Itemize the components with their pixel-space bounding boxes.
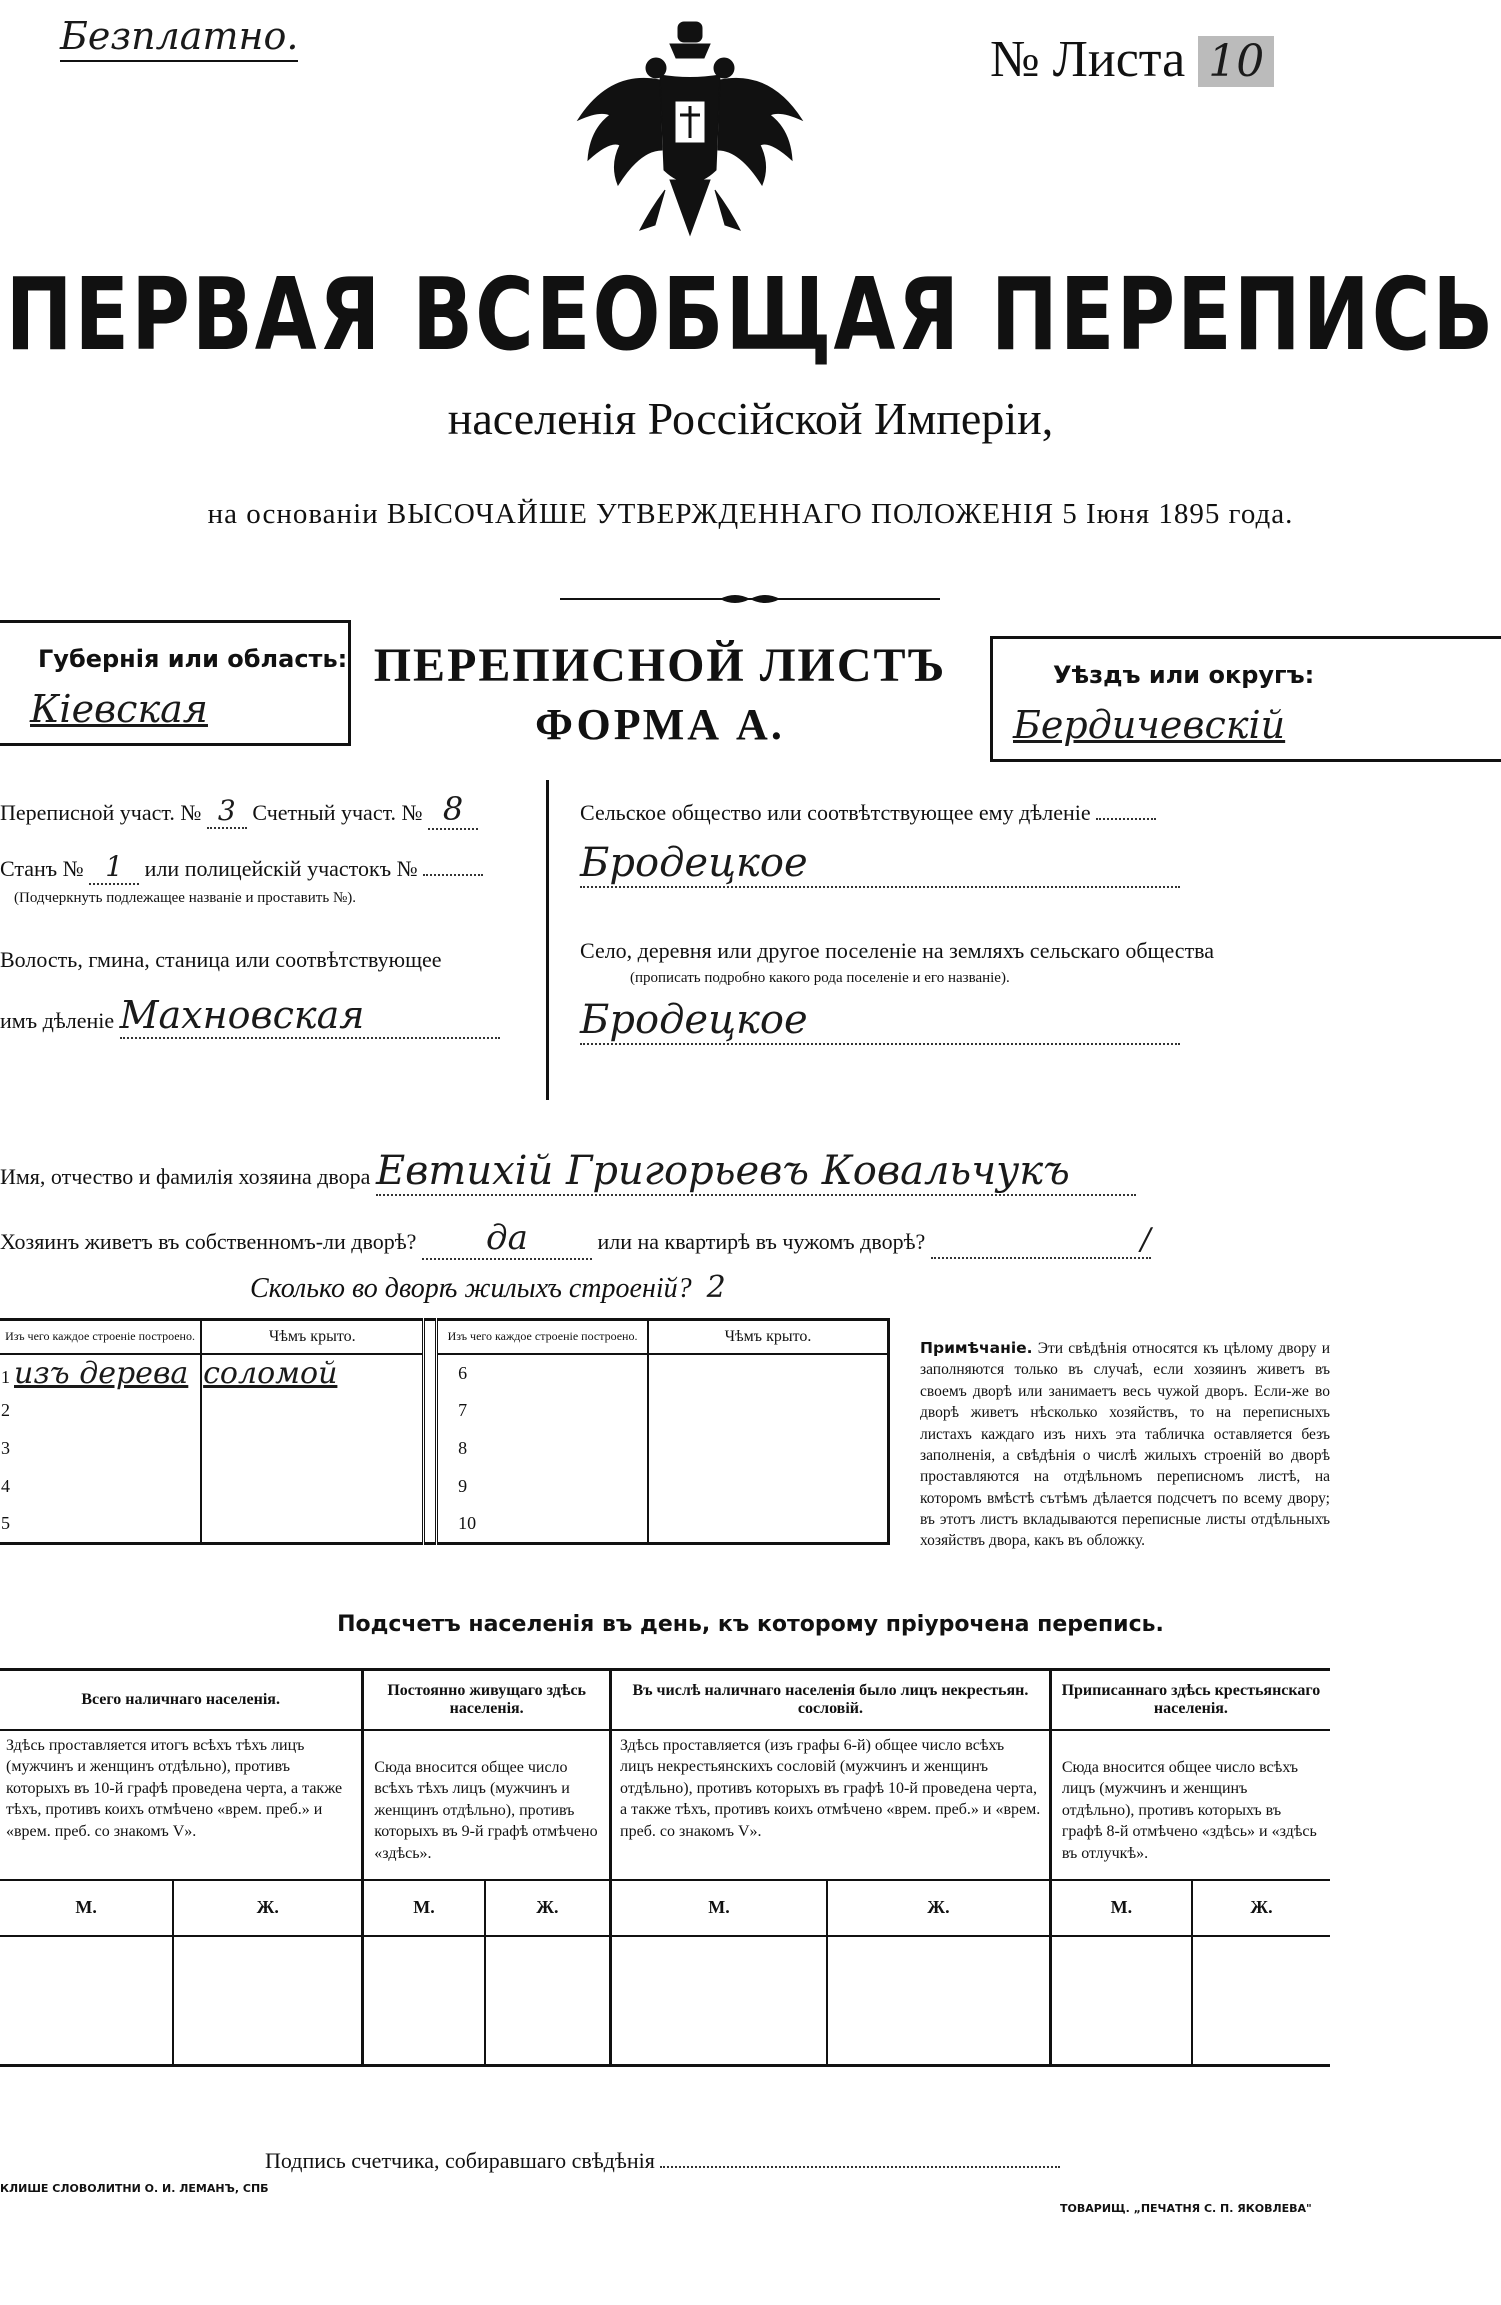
count-zh-2: Ж. xyxy=(485,1880,611,1936)
society-dots xyxy=(1096,818,1156,820)
fields-divider xyxy=(546,780,549,1100)
row2-number: 2 xyxy=(0,1392,201,1430)
count-m-2: М. xyxy=(363,1880,485,1936)
table-row xyxy=(0,1392,889,1430)
volost-label-2: имъ дѣленіе xyxy=(0,1008,115,1033)
ornament-divider xyxy=(560,592,940,604)
count-m-1: М. xyxy=(0,1880,173,1936)
page-title: ПЕРВАЯ ВСЕОБЩАЯ ПЕРЕПИСЬ xyxy=(5,256,1496,373)
count-grid xyxy=(0,1668,1330,2067)
count-col3-head: Въ числѣ наличнаго населенія было лицъ некрестьян. сословій. xyxy=(611,1670,1051,1730)
count-col2-head: Постоянно живущаго здѣсь населенія. xyxy=(363,1670,611,1730)
police-label: или полицейскій участокъ № xyxy=(144,856,418,881)
selo-value: Бродецкое xyxy=(580,997,1180,1045)
form-title: ПЕРЕПИСНОЙ ЛИСТЪ xyxy=(373,639,947,692)
buildings-row xyxy=(250,1270,726,1305)
title-basis: на основаніи ВЫСОЧАЙШЕ УТВЕРЖДЕННАГО ПОЛОЖЕНІЯ 5 Іюня 1895 года. xyxy=(207,498,1294,530)
owner-own-row xyxy=(0,1218,1340,1260)
count-values-row xyxy=(0,1936,1330,2066)
selo-label: Село, деревня или другое поселеніе на земляхъ сельскаго общества xyxy=(580,938,1215,963)
stan-label: Станъ № xyxy=(0,856,84,881)
row10-number: 10 xyxy=(437,1506,648,1544)
owner-name-row xyxy=(0,1148,1340,1196)
owner-rent-label: или на квартирѣ въ чужомъ дворѣ? xyxy=(597,1229,926,1254)
buildings-table xyxy=(0,1318,890,1545)
buildings-label: Сколько во дворѣ жилыхъ строеній? xyxy=(250,1273,692,1304)
form-subtitle: ФОРМА А. xyxy=(535,700,785,749)
count-m-4: М. xyxy=(1050,1880,1192,1936)
row3-number: 3 xyxy=(0,1430,201,1468)
count-zh-1: Ж. xyxy=(173,1880,363,1936)
sheet-number-value: 10 xyxy=(1198,36,1274,87)
signature-label: Подпись счетчика, собиравшаго свѣдѣнія xyxy=(265,2148,655,2173)
row8-number: 8 xyxy=(437,1430,648,1468)
underline-note: (Подчеркнуть подлежащее названіе и проставить №). xyxy=(14,890,356,906)
table-row: 1 изъ дерева соломой 6 xyxy=(0,1354,889,1392)
note-head: Примѣчаніе. xyxy=(920,1339,1033,1357)
count-zh-3: Ж. xyxy=(827,1880,1050,1936)
uezd-box xyxy=(990,636,1501,762)
right-fields xyxy=(580,800,1480,1045)
row6-number: 6 xyxy=(437,1354,648,1392)
count-col4-head: Приписаннаго здѣсь крестьянскаго населенія. xyxy=(1050,1670,1330,1730)
gubernia-label: Губернія или область: xyxy=(38,645,348,673)
col-roof-right: Чѣмъ крыто. xyxy=(648,1320,889,1354)
owner-name-value: Евтихій Григорьевъ Ковальчукъ xyxy=(376,1148,1136,1196)
volost-label: Волость, гмина, станица или соотвѣтствующее xyxy=(0,947,442,972)
signature-row xyxy=(265,2148,1060,2174)
society-label: Сельское общество или соотвѣтствующее ему дѣленіе xyxy=(580,800,1091,825)
owner-rent-value: / xyxy=(931,1222,1151,1259)
count-col2-desc: Сюда вносится общее число всѣхъ тѣхъ лицъ (мужчинъ и женщинъ отдѣльно), противъ которыхъ въ 9-й графѣ отмѣчено «здѣсь». xyxy=(363,1730,611,1880)
row7-number: 7 xyxy=(437,1392,648,1430)
stan-value: 1 xyxy=(89,850,139,885)
page-subtitle: населенія Россійской Имперіи, xyxy=(447,393,1054,444)
table-row xyxy=(0,1430,889,1468)
count-zh-4: Ж. xyxy=(1192,1880,1330,1936)
imperial-eagle-emblem xyxy=(570,20,810,250)
police-value xyxy=(423,874,483,876)
count-col1-desc: Здѣсь проставляется итогъ всѣхъ тѣхъ лицъ (мужчинъ и женщинъ отдѣльно), противъ которыхъ въ 10-й графѣ проведена черта, а также тѣхъ, противъ коихъ отмѣчено «врем. преб.» и «врем. преб. со знакомъ V». xyxy=(0,1730,363,1880)
count-title: Подсчетъ населенія въ день, къ которому пріурочена перепись. xyxy=(337,1612,1164,1637)
count-table xyxy=(0,1668,1330,2067)
uezd-label: Уѣздъ или округъ: xyxy=(1053,661,1315,689)
schetny-value: 8 xyxy=(428,790,478,830)
row9-number: 9 xyxy=(437,1468,648,1506)
count-m-3: М. xyxy=(611,1880,827,1936)
uchast-label: Переписной участ. № xyxy=(0,800,202,825)
uezd-value: Бердичевскій xyxy=(1013,703,1286,747)
note-block xyxy=(920,1338,1330,1552)
sheet-number-label: № Листа xyxy=(990,31,1186,88)
row1-material: изъ дерева xyxy=(14,1355,189,1391)
owner-name-label: Имя, отчество и фамилія хозяина двора xyxy=(0,1164,371,1189)
society-value: Бродецкое xyxy=(580,840,1180,888)
row1-roof: соломой xyxy=(203,1355,338,1391)
sheet-number xyxy=(990,30,1274,89)
col-material-right: Изъ чего каждое строеніе построено. xyxy=(437,1320,648,1354)
col-material-left: Изъ чего каждое строеніе построено. xyxy=(0,1320,201,1354)
count-col1-head: Всего наличнаго населенія. xyxy=(0,1670,363,1730)
selo-note: (прописать подробно какого рода поселеніе и его названіе). xyxy=(630,970,1010,986)
col-roof-left: Чѣмъ крыто. xyxy=(201,1320,424,1354)
gubernia-value: Кіевская xyxy=(30,687,208,731)
table-row xyxy=(0,1468,889,1506)
owner-own-label: Хозяинъ живетъ въ собственномъ-ли дворѣ? xyxy=(0,1229,417,1254)
buildings-value: 2 xyxy=(706,1270,726,1305)
schetny-label: Счетный участ. № xyxy=(252,800,423,825)
owner-own-value: да xyxy=(422,1218,592,1260)
signature-field xyxy=(660,2166,1060,2168)
buildings-grid xyxy=(0,1318,890,1545)
left-fields xyxy=(0,790,540,1039)
free-label: Безплатно. xyxy=(60,14,298,62)
row5-number: 5 xyxy=(0,1506,201,1544)
footer-left: КЛИШЕ СЛОВОЛИТНИ О. И. ЛЕМАНЪ, СПБ xyxy=(0,2182,269,2195)
count-col4-desc: Сюда вносится общее число всѣхъ лицъ (мужчинъ и женщинъ отдѣльно), противъ которыхъ въ графѣ 8-й отмѣчено «здѣсь» и «здѣсь въ отлучкѣ». xyxy=(1050,1730,1330,1880)
row4-number: 4 xyxy=(0,1468,201,1506)
uchast-value: 3 xyxy=(207,794,247,829)
volost-value: Махновская xyxy=(120,993,500,1039)
form-title-block xyxy=(360,638,960,750)
table-row xyxy=(0,1506,889,1544)
gubernia-box xyxy=(0,620,351,746)
count-col3-desc: Здѣсь проставляется (изъ графы 6-й) общее число всѣхъ лицъ некрестьянскихъ сословій (мужчинъ и женщинъ отдѣльно), противъ которыхъ въ графѣ 10-й проведена черта, а также тѣхъ, противъ коихъ отмѣчено «врем. преб.» и «врем. преб. со знакомъ V». xyxy=(611,1730,1051,1880)
note-text: Эти свѣдѣнія относятся къ цѣлому двору и заполняются только въ случаѣ, если хозяинъ живетъ въ своемъ дворѣ или занимаетъ весь чужой дворъ. Если-же во дворѣ живетъ нѣсколько хозяйствъ, то на переписныхъ листахъ каждаго изъ нихъ эта табличка оставляется безъ заполненія, а свѣдѣнія о числѣ жилыхъ строеній во дворѣ проставляются на отдѣльномъ переписномъ листѣ, на которомъ вмѣстѣ сътѣмъ дѣлается подсчетъ по всему двору; въ этотъ листъ вкладываются переписные листы отдѣльныхъ хозяйствъ двора, какъ въ обложку. xyxy=(920,1340,1331,1550)
footer-right: ТОВАРИЩ. „ПЕЧАТНЯ С. П. ЯКОВЛЕВА" xyxy=(1060,2202,1312,2215)
